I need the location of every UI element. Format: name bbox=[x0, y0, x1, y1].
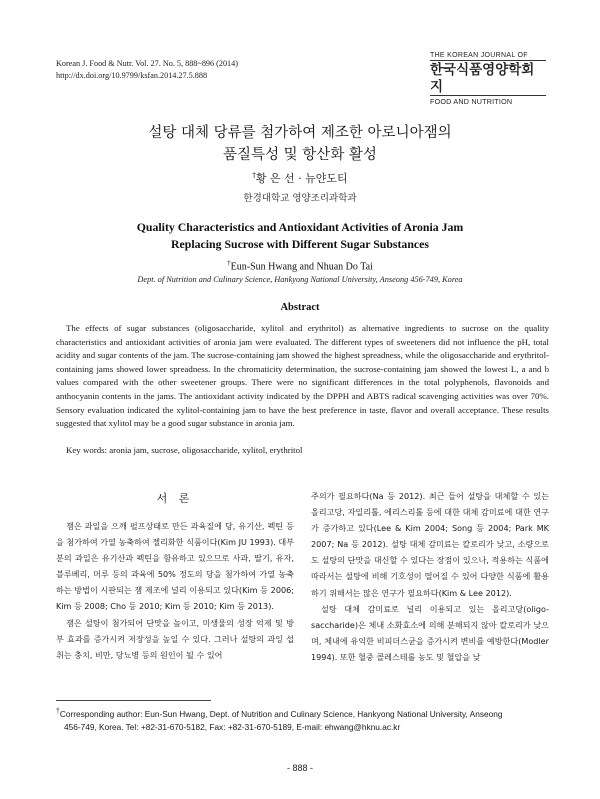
title-korean-line1: 설탕 대체 당류를 첨가하여 제조한 아로니아잼의 bbox=[148, 125, 452, 141]
abstract-heading: Abstract bbox=[280, 302, 320, 313]
authors-korean-names: 황 은 선 · 뉴얀도티 bbox=[255, 172, 348, 185]
keywords: Key words: aronia jam, sucrose, oligosaccharide, xylitol, erythritol bbox=[66, 445, 303, 455]
corresponding-mark-en: † bbox=[227, 259, 231, 267]
title-english bbox=[40, 219, 560, 253]
journal-name-ko: 한국식품영양학회지 bbox=[430, 62, 535, 94]
authors-english bbox=[40, 259, 560, 272]
journal-citation bbox=[56, 58, 238, 82]
abstract-text: The effects of sugar substances (oligosaccharide, xylitol and erythritol) as alternative ingredients to sucrose on the quality characteristics and antioxidant activities of aronia jam were evaluated. The different types of sweeteners did not influence the pH, total acidity and sugar contents of the jam. The sucrose-containing jam showed the highest spreadness, while the oligosaccharide and erythritol-containing jams showed lower spreadness. In the chromaticity determination, the sucrose-containing jam showed the lowest L, a and b values compared with the other sweetener groups. There were no significant differences in the total polyphenols, flavonoids and anthocyanin contents in the jams. The antioxidant activity indicated by the DPPH and ABTS radical scavenging activities was over 70%. Sensory evaluation indicated the xylitol-containing jam to have the best preference in taste, flavor and overall acceptance. These results suggested that xylitol may be a good sugar substance in aronia jam. bbox=[56, 323, 549, 429]
intro-paragraph-1: 잼은 과일을 으깨 펄프상태로 만든 과육질에 당, 유기산, 펙틴 등을 첨가하여 가열 농축하여 젤리화한 식품이다(Kim JU 1993). 대부분의 과일은 유기산과 펙틴을 함유하고 있으므로 사과, 딸기, 유자, 블루베리, 머루 등의 과육에 50% 정도의 당을 첨가하여 가열 농축하는 방법이 시판되는 잼 제조에 널리 이용되고 있다(Kim 등 2006; Kim 등 2008; Cho 등 2010; Kim 등 2010; Kim 등 2013). bbox=[56, 521, 295, 612]
doi-link[interactable]: http://dx.doi.org/10.9799/ksfan.2014.27.5.888 bbox=[56, 71, 208, 80]
intro-paragraph-4: 설탕 대체 감미료로 널리 이용되고 있는 올리고당(oligo-saccharide)은 체내 소화효소에 의해 분해되지 않아 칼로리가 낮으며, 체내에 유익한 비피더스균을 증가시켜 변비를 예방한다(Modler 1994). 또한 혈중 콜레스테롤 농도 및 혈압을 낮 bbox=[311, 603, 549, 662]
title-korean bbox=[40, 122, 560, 166]
journal-logo bbox=[430, 52, 546, 106]
title-korean-line2: 품질특성 및 항산화 활성 bbox=[223, 147, 377, 163]
section-heading-introduction: 서 론 bbox=[156, 492, 194, 505]
citation-text: Korean J. Food & Nutr. Vol. 27. No. 5, 888~896 (2014) bbox=[56, 59, 238, 68]
journal-name-sub: FOOD AND NUTRITION bbox=[430, 95, 546, 106]
title-english-line2: Replacing Sucrose with Different Sugar Substances bbox=[171, 237, 429, 251]
corresponding-mark: † bbox=[252, 171, 256, 180]
authors-korean bbox=[40, 170, 560, 186]
right-column bbox=[311, 488, 549, 665]
intro-paragraph-3: 주의가 필요하다(Na 등 2012). 최근 들어 설탕을 대체할 수 있는 올리고당, 자일리톨, 에리스리톨 등에 대한 대체 감미료에 대한 연구가 증가하고 있다(Lee & Kim 2004; Song 등 2004; Park MK 2007; Na 등 2012). 설탕 대체 감미료는 칼로리가 낮고, 소량으로도 설탕의 단맛을 대신할 수 있다는 장점이 있으나, 적용하는 식품에 따라서는 설탕에 비해 기호성이 떨어질 수 있어 다양한 식품에 활용하기 위해서는 많은 연구가 필요하다(Kim & Lee 2012). bbox=[311, 491, 549, 598]
left-column bbox=[56, 518, 294, 663]
affiliation-korean: 한경대학교 영양조리과학과 bbox=[243, 193, 357, 204]
intro-paragraph-2: 잼은 설탕이 첨가되어 단맛을 높이고, 미생물의 성장 억제 및 방부 효과를 증가시켜 저장성을 높일 수 있다. 그러나 설탕의 과잉 섭취는 충치, 비만, 당뇨병 등의 원인이 될 수 있어 bbox=[56, 617, 294, 660]
footnote-mark: † bbox=[56, 708, 60, 715]
page-number: - 888 - bbox=[286, 763, 313, 773]
title-english-line1: Quality Characteristics and Antioxidant Activities of Aronia Jam bbox=[136, 220, 464, 234]
abstract-body bbox=[56, 322, 549, 431]
journal-name-en: THE KOREAN JOURNAL OF bbox=[430, 52, 546, 61]
footnote-line-1: Corresponding author: Eun-Sun Hwang, Dept. of Nutrition and Culinary Science, Hankyong National University, Anseong bbox=[59, 708, 503, 719]
affiliation-english: Dept. of Nutrition and Culinary Science, Hankyong National University, Anseong 456-749, Korea bbox=[137, 275, 463, 284]
footnote-divider bbox=[56, 700, 211, 701]
footnote bbox=[56, 705, 549, 734]
footnote-line-2: 456-749, Korea. Tel: +82-31-670-5182, Fax: +82-31-670-5189, E-mail: ehwang@hknu.ac.kr bbox=[64, 721, 401, 732]
authors-english-names: Eun-Sun Hwang and Nhuan Do Tai bbox=[230, 261, 373, 273]
